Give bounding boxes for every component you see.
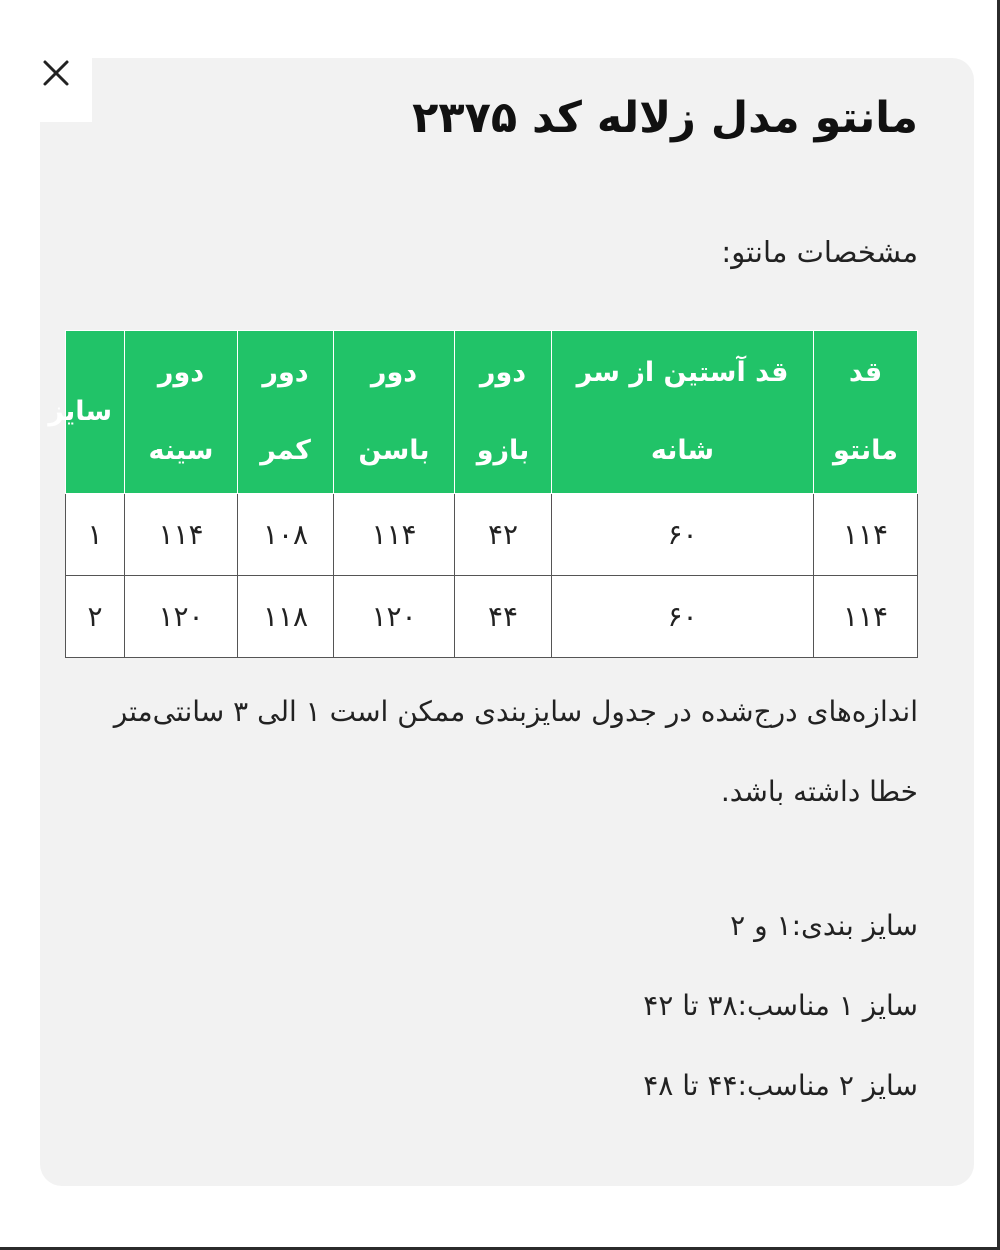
product-title: مانتو مدل زلاله کد ۲۳۷۵ [412,93,918,143]
size1-fit-info: سایز ۱ مناسب:۳۸ تا ۴۲ [643,989,918,1022]
table-header-row [66,331,918,494]
header-cell: دور سینه [125,331,238,494]
header-cell: دور کمر [238,331,334,494]
table-cell: ۲ [66,576,125,658]
dialog-content [48,58,918,1108]
table-cell: ۴۲ [455,494,552,576]
table-cell: ۱۲۰ [125,576,238,658]
table-cell: ۱۱۴ [334,494,455,576]
size-tolerance-note: اندازه‌های درج‌شده در جدول سایزبندی ممکن است ۱ الی ۳ سانتی‌متر خطا داشته باشد. [113,695,918,808]
table-cell: ۶۰ [552,494,814,576]
table-cell: ۶۰ [552,576,814,658]
header-cell: سایز [66,331,125,494]
table-cell: ۱۲۰ [334,576,455,658]
header-cell: قد آستین از سر شانه [552,331,814,494]
table-cell: ۱۱۴ [125,494,238,576]
table-cell: ۱۰۸ [238,494,334,576]
specs-label: مشخصات مانتو: [721,235,918,269]
table-cell: ۱۱۸ [238,576,334,658]
header-cell: دور بازو [455,331,552,494]
table-cell: ۱۱۴ [814,576,918,658]
header-cell: قد مانتو [814,331,918,494]
table-row [66,576,918,658]
size-table [48,330,918,658]
table-cell: ۱۱۴ [814,494,918,576]
table-cell: ۱ [66,494,125,576]
sizing-info: سایز بندی:۱ و ۲ [730,909,918,942]
header-cell: دور باسن [334,331,455,494]
size2-fit-info: سایز ۲ مناسب:۴۴ تا ۴۸ [643,1069,918,1102]
table-row [66,494,918,576]
table-cell: ۴۴ [455,576,552,658]
